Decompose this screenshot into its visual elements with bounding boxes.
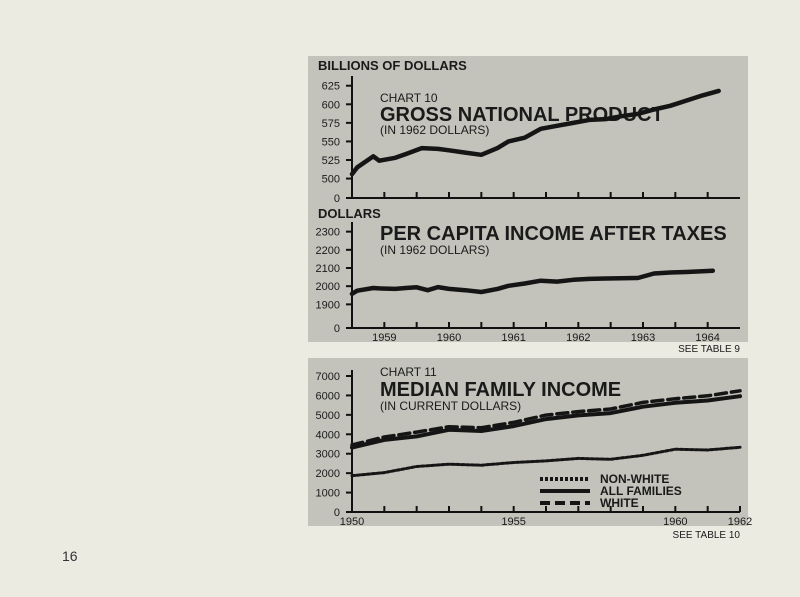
median-y-tick-label: 5000 — [315, 409, 340, 422]
gnp-ylabel: BILLIONS OF DOLLARS — [318, 58, 467, 73]
income-y-tick-label: 2000 — [315, 281, 340, 294]
median-chart-number: CHART 11 — [380, 365, 437, 379]
median-y-tick-label: 0 — [333, 507, 340, 519]
income-x-tick-label: 1959 — [372, 332, 397, 344]
median-x-tick-label: 1950 — [339, 516, 365, 528]
legend-label-white: WHITE — [600, 496, 639, 510]
median-y-tick-label: 4000 — [315, 429, 340, 442]
gnp-subheading: (IN 1962 DOLLARS) — [380, 123, 490, 137]
income-heading: PER CAPITA INCOME AFTER TAXES — [380, 223, 727, 245]
gnp-y-tick-label: 500 — [321, 173, 340, 186]
income-y-tick-label: 0 — [333, 323, 340, 335]
table-note-9: SEE TABLE 9 — [678, 344, 740, 355]
income-y-tick-label: 2200 — [315, 244, 340, 257]
median-x-tick-label: 1955 — [501, 516, 526, 528]
income-y-tick-label: 2100 — [315, 263, 340, 275]
page-number: 16 — [62, 548, 78, 564]
gnp-y-tick-label: 0 — [333, 193, 340, 205]
median-y-tick-label: 3000 — [315, 448, 340, 461]
income-y-tick-label: 2300 — [315, 226, 340, 239]
legend-label-all-families: ALL FAMILIES — [600, 484, 682, 498]
gnp-heading: GROSS NATIONAL PRODUCT — [380, 104, 664, 126]
income-x-tick-label: 1964 — [695, 332, 720, 344]
gnp-y-tick-label: 625 — [321, 80, 340, 93]
gnp-y-tick-label: 575 — [321, 117, 340, 130]
income-x-tick-label: 1963 — [630, 332, 656, 344]
median-subheading: (IN CURRENT DOLLARS) — [380, 399, 522, 413]
median-y-tick-label: 1000 — [315, 487, 340, 500]
median-x-tick-label: 1962 — [727, 516, 753, 528]
table-note-10: SEE TABLE 10 — [672, 530, 740, 541]
median-y-tick-label: 7000 — [315, 371, 340, 383]
income-y-tick-label: 1900 — [315, 299, 340, 312]
gnp-y-tick-label: 550 — [321, 136, 340, 149]
gnp-chart-number: CHART 10 — [380, 91, 438, 105]
gnp-y-tick-label: 525 — [321, 155, 340, 167]
median-y-tick-label: 2000 — [315, 468, 340, 481]
median-x-tick-label: 1960 — [663, 516, 688, 528]
gnp-y-tick-label: 600 — [321, 99, 340, 112]
income-x-tick-label: 1961 — [501, 332, 526, 344]
income-subheading: (IN 1962 DOLLARS) — [380, 243, 490, 257]
income-x-tick-label: 1960 — [436, 332, 462, 344]
median-y-tick-label: 6000 — [315, 390, 340, 403]
median-heading: MEDIAN FAMILY INCOME — [380, 379, 622, 401]
income-ylabel: DOLLARS — [318, 206, 381, 221]
legend-label-non-white: NON-WHITE — [600, 472, 670, 486]
income-x-tick-label: 1962 — [566, 332, 591, 344]
